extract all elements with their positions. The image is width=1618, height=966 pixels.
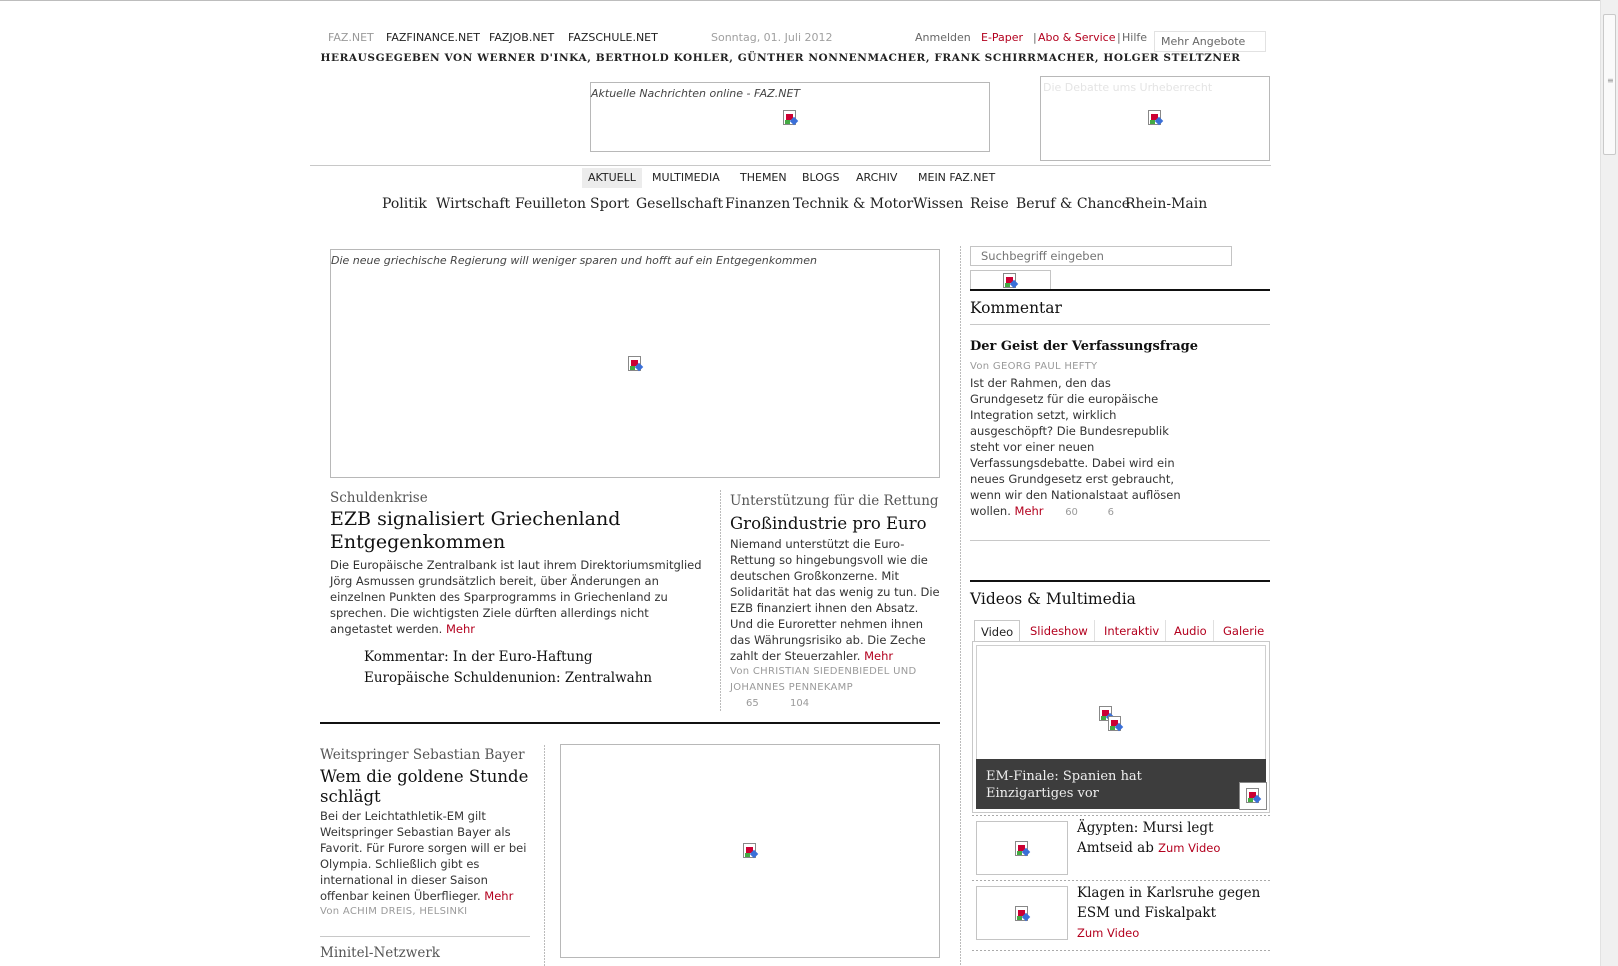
video-title[interactable]: Klagen in Karlsruhe gegen ESM und Fiskalpakt xyxy=(1077,885,1261,921)
video-link[interactable]: Zum Video xyxy=(1158,841,1221,855)
epaper-link[interactable]: E-Paper xyxy=(981,31,1024,44)
nav-wissen[interactable]: Wissen xyxy=(913,196,964,212)
more-offers-dropdown[interactable]: Mehr Angebote xyxy=(1154,31,1266,52)
section-divider xyxy=(970,540,1270,541)
section-rule xyxy=(970,580,1270,582)
tab-interaktiv[interactable]: Interaktiv xyxy=(1098,620,1166,642)
broken-image-icon xyxy=(783,110,799,126)
related-link-kommentar[interactable]: Kommentar: In der Euro-Haftung xyxy=(364,649,593,665)
broken-image-icon xyxy=(1246,788,1262,804)
link-fazschule[interactable]: FAZSCHULE.NET xyxy=(568,31,658,44)
logo-alt-text: Aktuelle Nachrichten online - FAZ.NET xyxy=(591,87,801,100)
lead-more-link[interactable]: Mehr xyxy=(446,622,476,636)
nav-feuilleton[interactable]: Feuilleton xyxy=(515,196,587,212)
nav-politik[interactable]: Politik xyxy=(382,196,427,212)
nav-gesellschaft[interactable]: Gesellschaft xyxy=(636,196,724,212)
column-separator xyxy=(720,490,721,712)
link-fazfinance[interactable]: FAZFINANCE.NET xyxy=(386,31,480,44)
search-button[interactable] xyxy=(970,270,1051,290)
article-divider xyxy=(320,936,530,937)
column-separator xyxy=(544,745,545,966)
second-headline[interactable]: Großindustrie pro Euro xyxy=(730,514,927,533)
nav-reise[interactable]: Reise xyxy=(970,196,1009,212)
tab-slideshow[interactable]: Slideshow xyxy=(1024,620,1095,642)
link-faz-net[interactable]: FAZ.NET xyxy=(328,31,374,44)
third-teaser-text: Bei der Leichtathletik-EM gilt Weitspringer Sebastian Bayer als Favorit. Für Furore sorgen will er bei Olympia. Schließlich gibt es international in dieser Saison offenbar keinen Überflieger. xyxy=(320,809,527,903)
video-thumbnail[interactable] xyxy=(976,886,1068,940)
subnav-multimedia[interactable]: MULTIMEDIA xyxy=(652,171,720,184)
featured-video[interactable] xyxy=(972,641,1270,813)
third-headline[interactable] xyxy=(320,767,528,807)
kommentar-headline[interactable]: Der Geist der Verfassungsfrage xyxy=(970,339,1199,354)
second-comment-count[interactable]: 65 xyxy=(746,698,759,709)
second-teaser-text: Niemand unterstützt die Euro-Rettung so hingebungsvoll wie die deutschen Großkonzerne. Mit Solidarität hat das wenig zu tun. Die EZB finanziert ihnen den Absatz. Und die Euroretter nehmen ihnen das Währungsrisiko ab. Die Zeche zahlt der Steuerzahler. xyxy=(730,537,940,663)
third-headline-line[interactable]: schlägt xyxy=(320,787,381,806)
section-rule xyxy=(970,289,1270,291)
side-banner-image[interactable] xyxy=(1040,76,1270,161)
nav-sport[interactable]: Sport xyxy=(590,196,630,212)
broken-image-icon xyxy=(628,356,644,372)
current-date: Sonntag, 01. Juli 2012 xyxy=(711,31,833,44)
nav-technik-motor[interactable]: Technik & Motor xyxy=(793,196,914,212)
kommentar-section-title[interactable]: Kommentar xyxy=(970,299,1062,317)
topbar-separator: | xyxy=(1033,31,1037,44)
broken-image-icon xyxy=(743,843,759,859)
top-bar xyxy=(328,31,1266,47)
third-image[interactable] xyxy=(560,744,940,958)
tab-audio[interactable]: Audio xyxy=(1168,620,1214,642)
second-kicker: Unterstützung für die Rettung xyxy=(730,493,939,509)
third-more-link[interactable]: Mehr xyxy=(484,889,514,903)
third-headline-line[interactable]: Wem die goldene Stunde xyxy=(320,767,529,786)
logo-image[interactable] xyxy=(590,82,990,152)
kommentar-more-link[interactable]: Mehr xyxy=(1014,504,1044,518)
subnav-mein-faz[interactable]: MEIN FAZ.NET xyxy=(918,171,996,184)
kommentar-comment-count[interactable]: 60 xyxy=(1065,507,1078,518)
list-divider xyxy=(972,815,1270,816)
broken-image-icon xyxy=(1015,906,1031,922)
third-teaser xyxy=(320,808,535,904)
lead-headline-line[interactable]: EZB signalisiert Griechenland xyxy=(330,508,621,530)
vertical-scrollbar[interactable] xyxy=(1600,0,1618,966)
second-more-link[interactable]: Mehr xyxy=(864,649,894,663)
list-divider xyxy=(972,880,1270,881)
tab-galerie[interactable]: Galerie xyxy=(1223,624,1265,638)
search-button-icon xyxy=(1003,273,1019,289)
right-column-separator xyxy=(960,246,961,966)
nav-rhein-main[interactable]: Rhein-Main xyxy=(1125,196,1208,212)
broken-image-icon xyxy=(1108,716,1124,732)
subnav-themen[interactable]: THEMEN xyxy=(740,171,787,184)
second-share-count[interactable]: 104 xyxy=(790,698,810,709)
nav-finanzen[interactable]: Finanzen xyxy=(725,196,791,212)
kommentar-share-count[interactable]: 6 xyxy=(1107,507,1114,518)
video-list-item[interactable] xyxy=(1077,818,1267,858)
broken-image-icon xyxy=(1148,110,1164,126)
scrollbar-grip-icon: ≡ xyxy=(1607,76,1614,85)
login-link[interactable]: Anmelden xyxy=(915,31,971,44)
lead-headline[interactable] xyxy=(330,508,620,554)
link-fazjob[interactable]: FAZJOB.NET xyxy=(489,31,555,44)
help-link[interactable]: Hilfe xyxy=(1122,31,1148,44)
lead-headline-line[interactable]: Entgegenkommen xyxy=(330,530,506,553)
second-teaser xyxy=(730,536,940,664)
lead-teaser xyxy=(330,557,710,637)
kommentar-byline: Von GEORG PAUL HEFTY xyxy=(970,361,1098,372)
subnav-aktuell[interactable]: AKTUELL xyxy=(582,168,642,188)
search-input[interactable] xyxy=(970,246,1232,266)
video-list-item[interactable] xyxy=(1077,883,1267,943)
video-link[interactable]: Zum Video xyxy=(1077,926,1140,940)
lead-kicker: Schuldenkrise xyxy=(330,490,428,506)
nav-beruf-chance[interactable]: Beruf & Chance xyxy=(1016,196,1131,212)
play-icon[interactable] xyxy=(1239,782,1267,810)
tab-video[interactable]: Video xyxy=(974,620,1020,642)
side-banner-alt-text: Die Debatte ums Urheberrecht xyxy=(1043,81,1213,94)
nav-divider xyxy=(310,165,1271,166)
publishers-line: HERAUSGEGEBEN VON WERNER D'INKA, BERTHOLD KOHLER, GÜNTHER NONNENMACHER, FRANK SCHIRRMACHER, HOLGER STELTZNER xyxy=(320,52,1241,64)
second-byline: Von CHRISTIAN SIEDENBIEDEL UND JOHANNES PENNEKAMP xyxy=(730,666,917,693)
scrollbar-thumb[interactable] xyxy=(1603,14,1616,155)
related-link-schuldenunion[interactable]: Europäische Schuldenunion: Zentralwahn xyxy=(364,670,653,686)
list-divider xyxy=(972,950,1270,951)
nav-wirtschaft[interactable]: Wirtschaft xyxy=(436,196,511,212)
abo-service-link[interactable]: Abo & Service xyxy=(1038,31,1116,44)
subnav-archiv[interactable]: ARCHIV xyxy=(856,171,898,184)
subnav-blogs[interactable]: BLOGS xyxy=(802,171,840,184)
section-rule xyxy=(320,722,940,724)
section-divider xyxy=(970,324,1270,325)
broken-image-icon xyxy=(1015,841,1031,857)
third-kicker: Weitspringer Sebastian Bayer xyxy=(320,747,525,763)
featured-video-caption[interactable]: EM-Finale: Spanien hat Einzigartiges vor xyxy=(976,759,1266,809)
lead-image-alt-text: Die neue griechische Regierung will weniger sparen und hofft auf ein Entgegenkommen xyxy=(331,254,818,267)
kommentar-teaser-text: Ist der Rahmen, den das Grundgesetz für die europäische Integration setzt, wirklich ausgeschöpft? Die Bundesrepublik steht vor einer neuen Verfassungsdebatte. Dabei wird ein neues Grundgesetz erst gebraucht, wenn wir den Nationalstaat auflösen wollen. xyxy=(970,376,1181,518)
lead-image[interactable] xyxy=(330,249,940,478)
lead-teaser-text: Die Europäische Zentralbank ist laut ihrem Direktoriumsmitglied Jörg Asmussen grundsätzlich bereit, über Änderungen an einzelnen Punkten des Sparprogramms in Griechenland zu sprechen. Die wichtigsten Ziele dürften allerdings nicht angetastet werden. xyxy=(330,558,702,636)
topbar-separator: | xyxy=(1117,31,1121,44)
kommentar-teaser xyxy=(970,375,1188,521)
next-kicker: Minitel-Netzwerk xyxy=(320,945,440,961)
video-title[interactable]: Ägypten: Mursi legt Amtseid ab xyxy=(1077,820,1214,856)
videos-section-title[interactable]: Videos & Multimedia xyxy=(970,590,1136,608)
video-thumbnail[interactable] xyxy=(976,821,1068,875)
third-byline: Von ACHIM DREIS, HELSINKI xyxy=(320,906,468,917)
